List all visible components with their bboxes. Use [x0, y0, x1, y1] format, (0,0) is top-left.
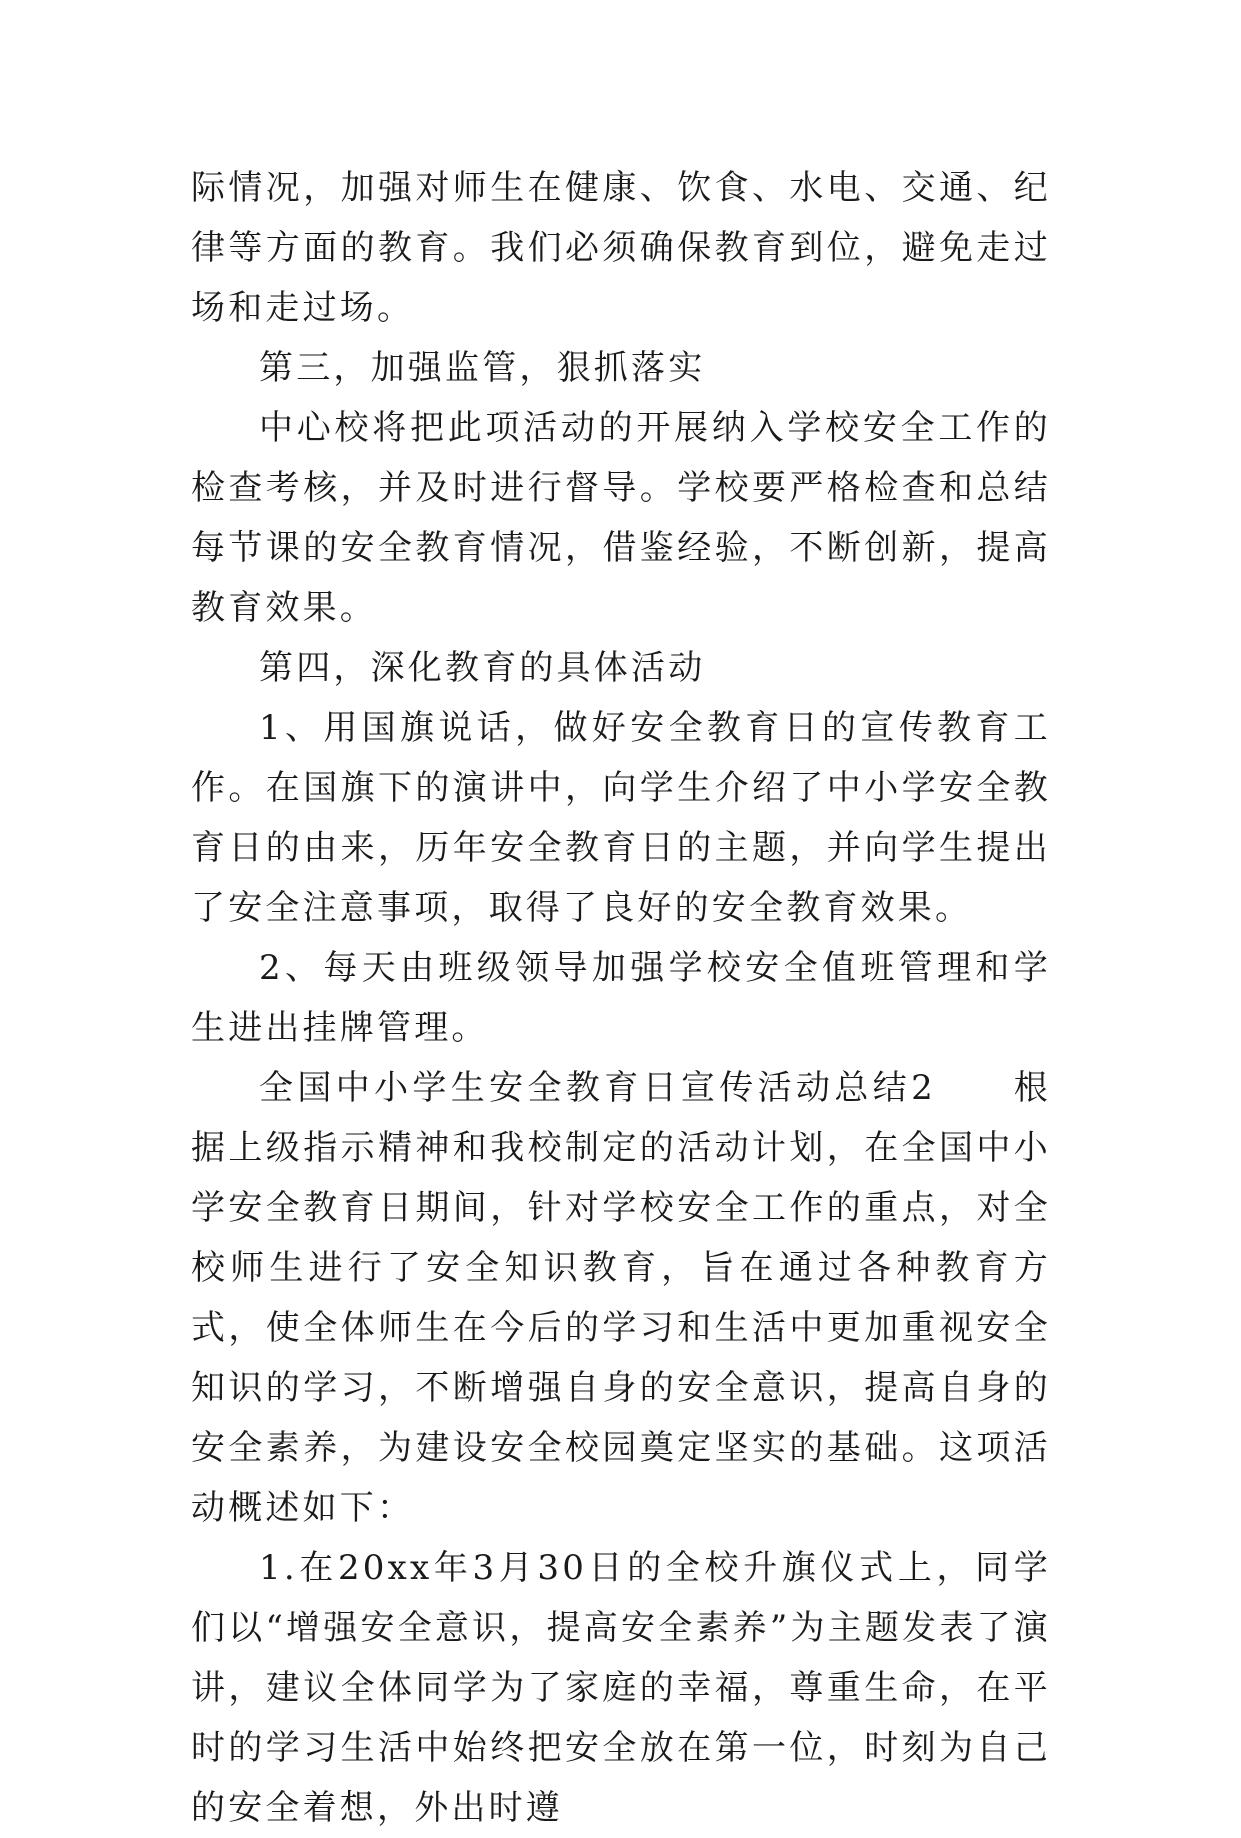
paragraph-summary-2: 全国中小学生安全教育日宣传活动总结2 根据上级指示精神和我校制定的活动计划，在全国中小学安全教育日期间，针对学校安全工作的重点，对全校师生进行了安全知识教育，旨在通过各种教育方式，使全体师生在今后的学习和生活中更加重视安全知识的学习，不断增强自身的安全意识，提高自身的安全素养，为建设安全校园奠定坚实的基础。这项活动概述如下：: [191, 1068, 1051, 1528]
paragraph-item-1: 1、用国旗说话，做好安全教育日的宣传教育工作。在国旗下的演讲中，向学生介绍了中小学安全教育日的由来，历年安全教育日的主题，并向学生提出了安全注意事项，取得了良好的安全教育效果。: [191, 708, 1051, 928]
paragraph-supervision: 中心校将把此项活动的开展纳入学校安全工作的检查考核，并及时进行督导。学校要严格检查和总结每节课的安全教育情况，借鉴经验，不断创新，提高教育效果。: [191, 408, 1051, 628]
paragraph-item-2: 2、每天由班级领导加强学校安全值班管理和学生进出挂牌管理。: [191, 948, 1051, 1048]
paragraph-activity-1: 1.在20xx年3月30日的全校升旗仪式上，同学们以“增强安全意识，提高安全素养”为主题发表了演讲，建议全体同学为了家庭的幸福，尊重生命，在平时的学习生活中始终把安全放在第一位，时刻为自己的安全着想，外出时遵: [191, 1548, 1051, 1828]
section-heading-four: 第四，深化教育的具体活动: [259, 648, 706, 688]
paragraph-continuation: 际情况，加强对师生在健康、饮食、水电、交通、纪律等方面的教育。我们必须确保教育到位，避免走过场和走过场。: [191, 168, 1051, 328]
section-heading-three: 第三，加强监管，狠抓落实: [259, 348, 706, 388]
document-body: [191, 158, 1051, 1838]
